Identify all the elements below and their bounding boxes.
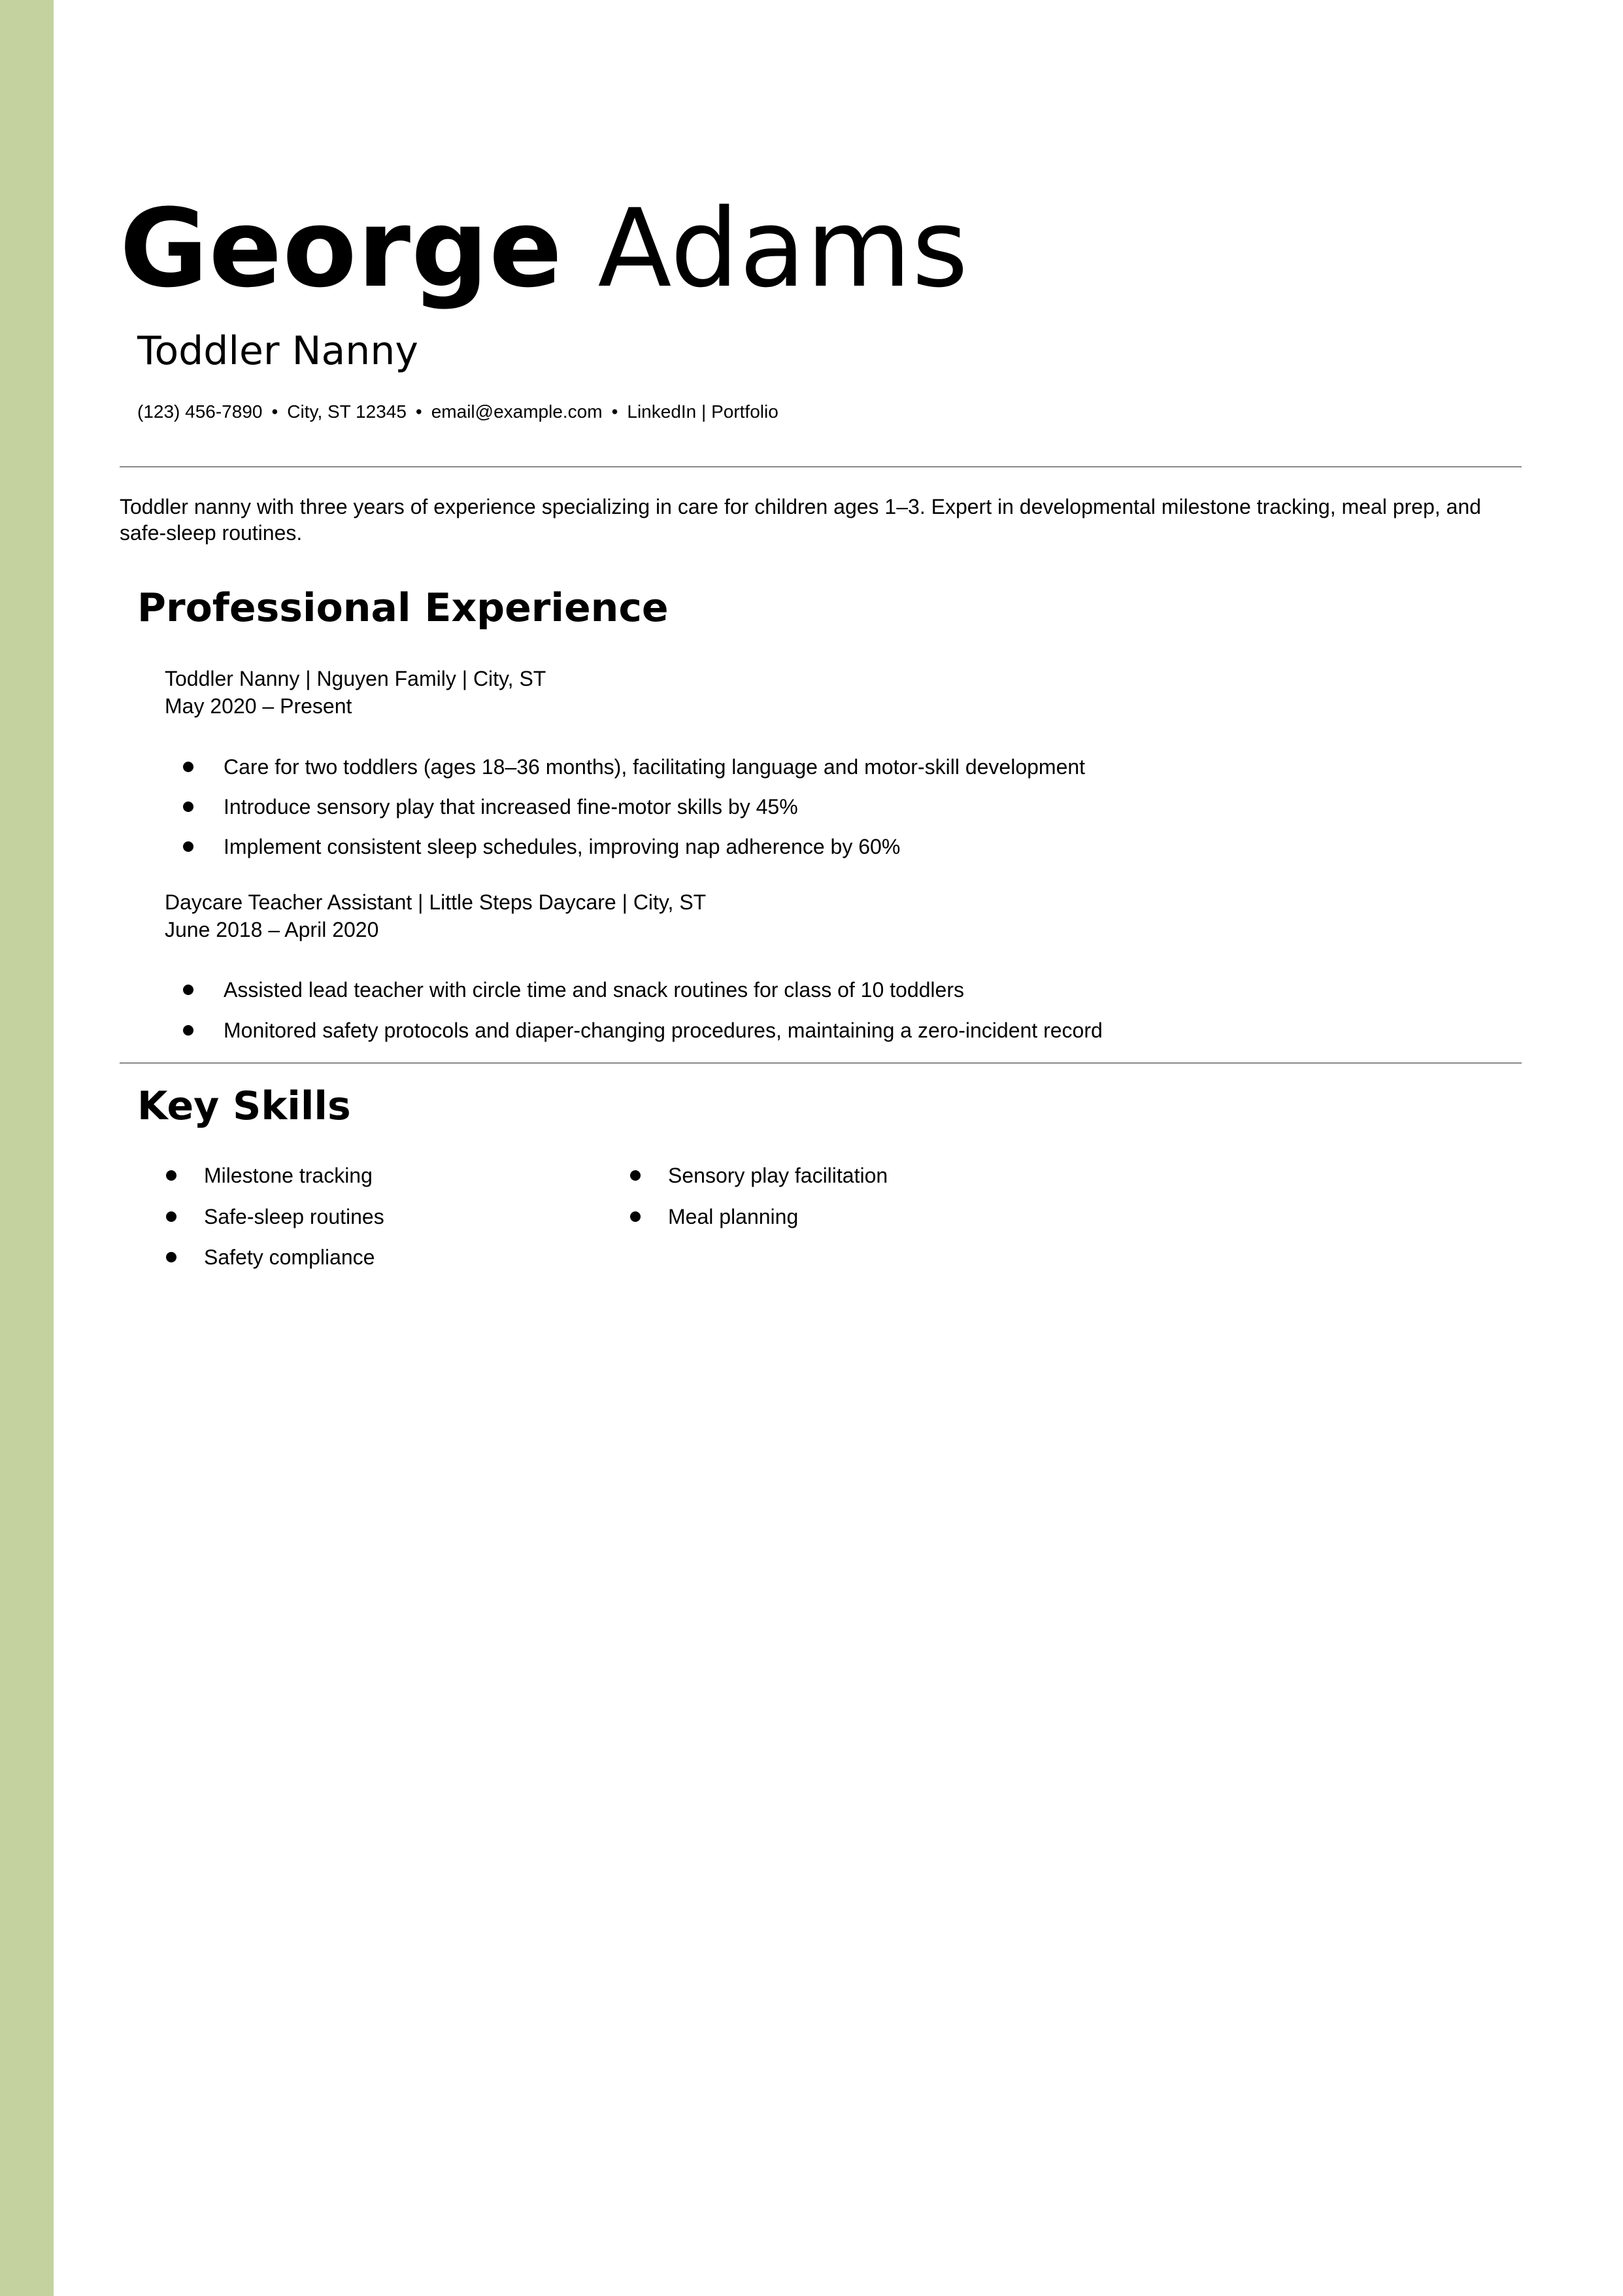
skill-text: Meal planning: [668, 1205, 799, 1228]
bullet-icon: [630, 1170, 641, 1181]
job-header: Toddler Nanny | Nguyen Family | City, ST: [165, 667, 546, 690]
skill-text: Sensory play facilitation: [668, 1164, 888, 1187]
job-title: Toddler Nanny: [137, 328, 418, 374]
bullet-text: Care for two toddlers (ages 18–36 months), facilitating language and motor-skill development: [224, 755, 1086, 779]
job-dates: May 2020 – Present: [165, 694, 352, 718]
contact-separator: •: [611, 401, 618, 422]
contact-email: email@example.com: [431, 401, 603, 422]
bullet-text: Monitored safety protocols and diaper-changing procedures, maintaining a zero-incident record: [224, 1019, 1103, 1042]
divider-skills: [120, 1062, 1522, 1064]
bullet-icon: [630, 1211, 641, 1222]
skills-heading: Key Skills: [137, 1083, 351, 1129]
bullet-icon: [183, 1025, 193, 1036]
summary-paragraph: Toddler nanny with three years of experience specializing in care for children ages 1–3. Expert in developmental milestone tracking, meal prep, and safe-sleep routines.: [120, 495, 1481, 545]
bullet-text: Assisted lead teacher with circle time and snack routines for class of 10 toddlers: [224, 978, 964, 1002]
bullet-icon: [183, 802, 193, 812]
contact-links: LinkedIn | Portfolio: [627, 401, 778, 422]
bullet-icon: [166, 1252, 176, 1262]
contact-phone: (123) 456-7890: [137, 401, 263, 422]
bullet-icon: [183, 985, 193, 995]
job-header: Daycare Teacher Assistant | Little Steps Daycare | City, ST: [165, 890, 707, 914]
bullet-icon: [183, 762, 193, 772]
skill-text: Safe-sleep routines: [204, 1205, 384, 1228]
bullet-icon: [166, 1170, 176, 1181]
contact-separator: •: [271, 401, 278, 422]
bullet-icon: [166, 1211, 176, 1222]
skill-text: Milestone tracking: [204, 1164, 373, 1187]
experience-heading: Professional Experience: [137, 585, 669, 631]
first-name: George: [120, 186, 563, 311]
contact-separator: •: [415, 401, 422, 422]
last-name: Adams: [597, 186, 969, 311]
bullet-text: Introduce sensory play that increased fine-motor skills by 45%: [224, 795, 798, 819]
contact-line: [137, 399, 778, 425]
bullet-text: Implement consistent sleep schedules, improving nap adherence by 60%: [224, 835, 901, 858]
bullet-icon: [183, 841, 193, 852]
job-dates: June 2018 – April 2020: [165, 918, 379, 941]
candidate-name: [120, 183, 969, 314]
skill-text: Safety compliance: [204, 1245, 375, 1269]
accent-sidebar: [0, 0, 54, 2296]
contact-location: City, ST 12345: [287, 401, 407, 422]
divider-top: [120, 466, 1522, 467]
